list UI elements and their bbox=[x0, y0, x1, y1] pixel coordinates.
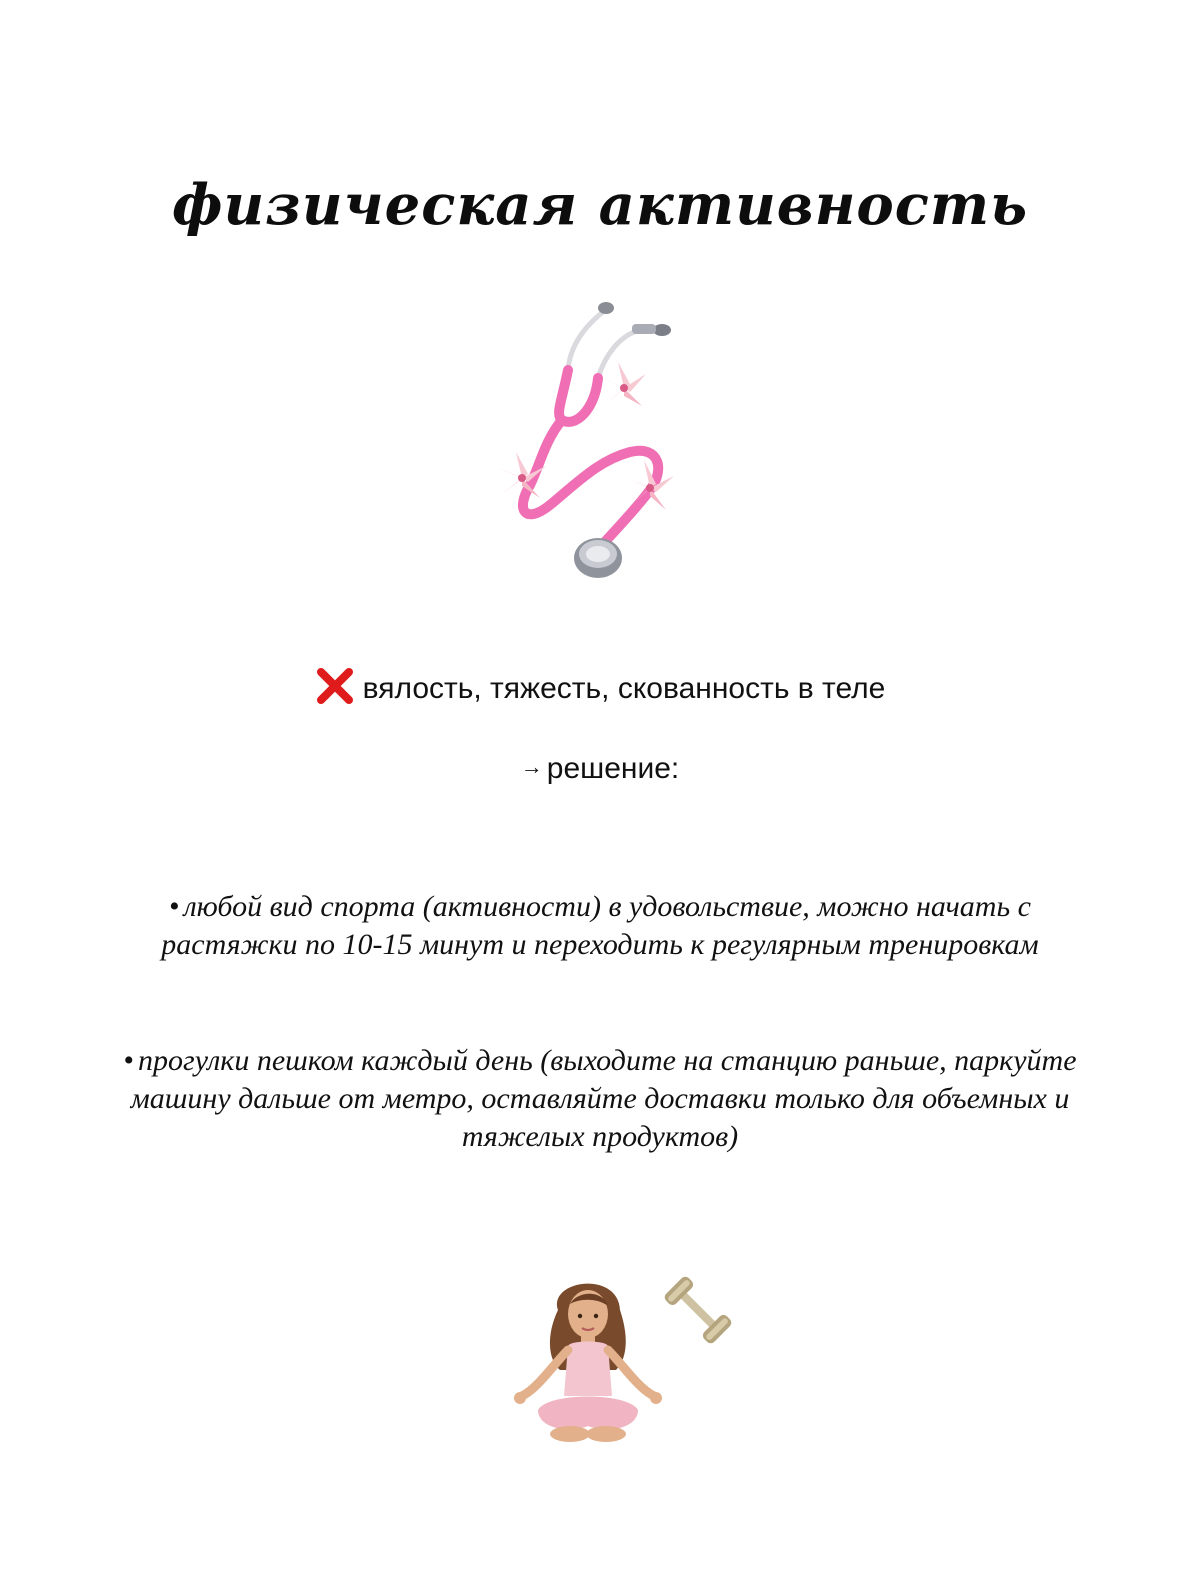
problem-text: вялость, тяжесть, скованность в теле bbox=[362, 672, 886, 705]
page-title: физическая активность bbox=[171, 172, 1029, 238]
bullet-dot: • bbox=[169, 890, 180, 923]
list-item bbox=[100, 1042, 1100, 1156]
woman-in-lotus-position-icon bbox=[508, 1270, 668, 1450]
problem-line bbox=[0, 666, 1200, 706]
list-item-text: любой вид спорта (активности) в удовольствие, можно начать с растяжки по 10-15 минут и переходить к регулярным тренировкам bbox=[161, 890, 1039, 961]
list-item-text: прогулки пешком каждый день (выходите на станцию раньше, паркуйте машину дальше от метро, оставляйте доставки только для объемных и тяжелых продуктов) bbox=[130, 1044, 1077, 1153]
stethoscope-with-lilies-icon bbox=[490, 300, 690, 590]
solution-label: решение: bbox=[546, 752, 680, 785]
red-cross-icon bbox=[315, 666, 355, 706]
solution-line bbox=[0, 752, 1200, 786]
arrow-right-icon: → bbox=[520, 754, 543, 779]
dumbbell-icon bbox=[660, 1272, 736, 1348]
list-item bbox=[100, 888, 1100, 964]
bullet-dot: • bbox=[123, 1044, 134, 1077]
